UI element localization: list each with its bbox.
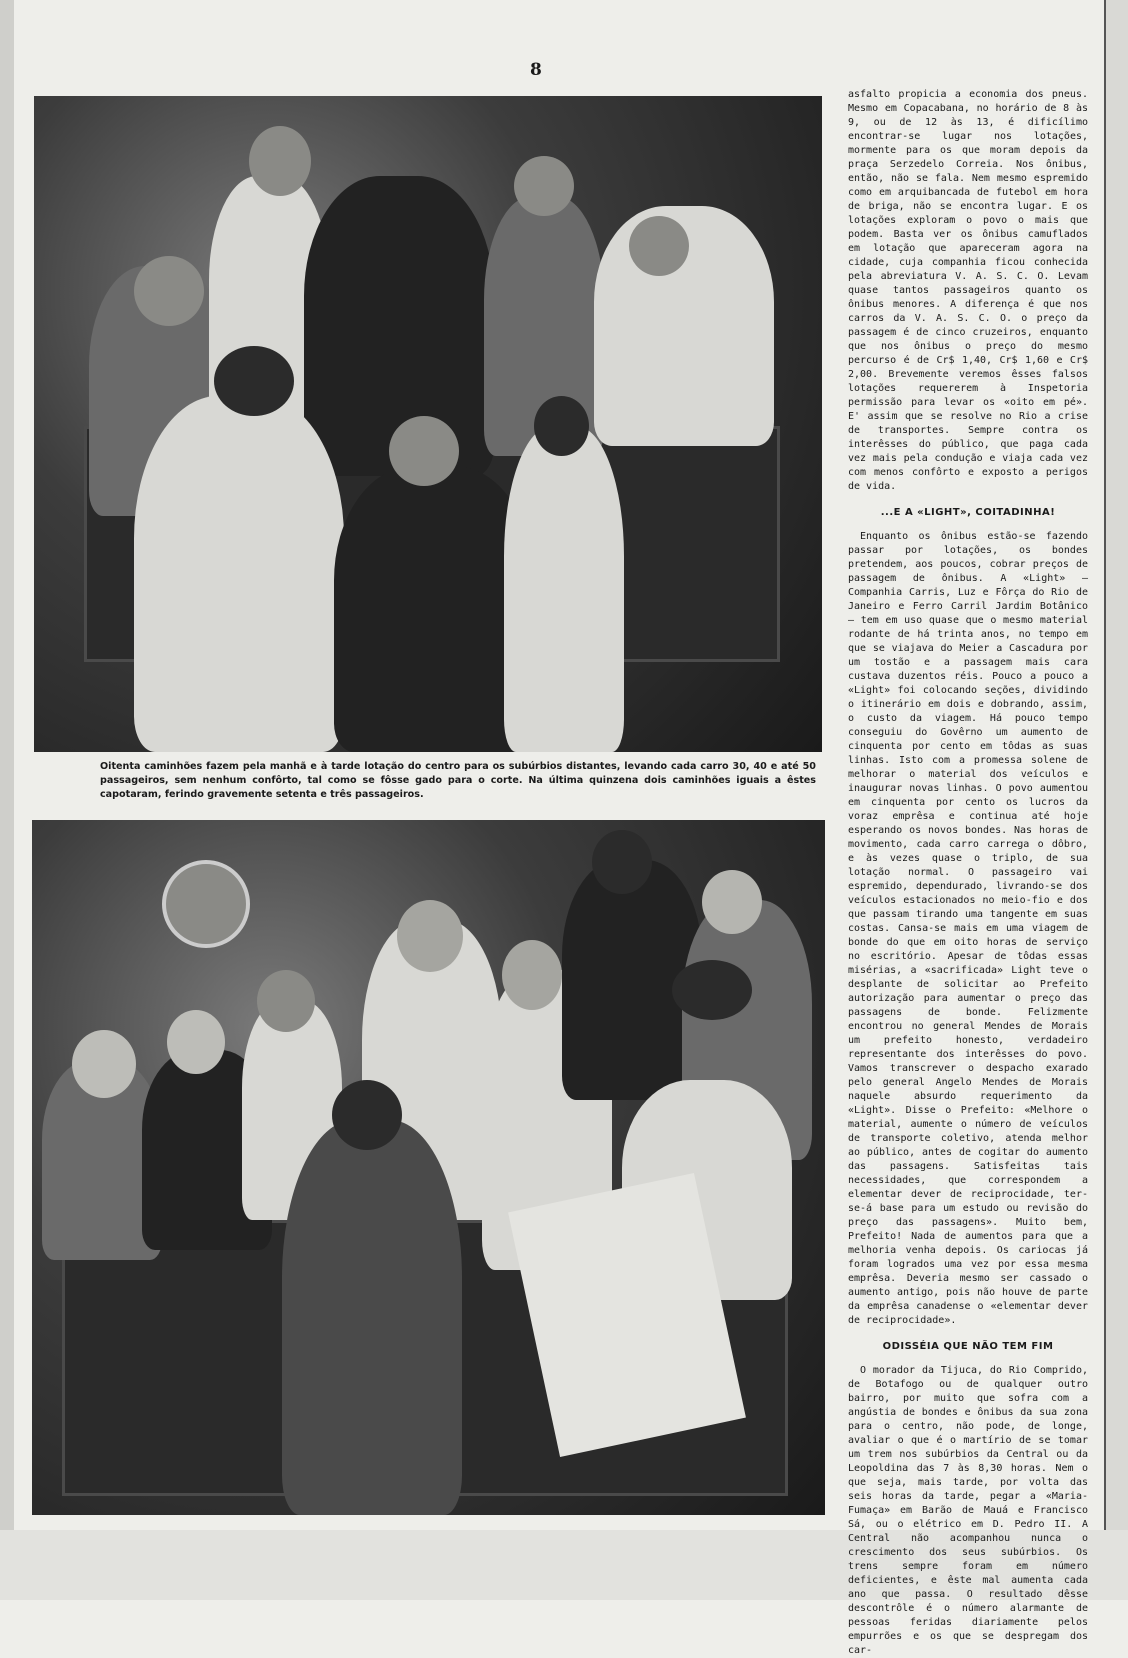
article-column <box>848 88 1088 1658</box>
section-heading-odisseia: ODISSÉIA QUE NÃO TEM FIM <box>882 1341 1054 1352</box>
figure-head <box>332 1080 402 1150</box>
figure-head <box>514 156 574 216</box>
article-section-odisseia: O morador da Tijuca, do Rio Comprido, de Botafogo ou de qualquer outro bairro, por muito que sofra com a angústia de bondes e ônibus da sua zona para o centro, não pode, de longe, avaliar o que é o martírio de se tomar um trem nos subúrbios da Central ou da Leopoldina das 7 às 8,30 horas. Nem o que seja, mais tarde, por volta das seis horas da tarde, pegar a «Maria-Fumaça» em Barão de Mauá e Francisco Sá, ou o elétrico em D. Pedro II. A Central não acompanhou nunca o crescimento dos seus subúrbios. Os trens sempre foram em número deficientes, e êste mal aumenta cada ano que passa. O resultado dêsse descontrôle é o número alarmante de pessoas feridas diariamente pelos empurrões e os que se despregam dos car- <box>848 1365 1088 1656</box>
figure-head <box>72 1030 136 1098</box>
section-heading-light: ...E A «LIGHT», COITADINHA! <box>880 507 1056 518</box>
figure-head <box>702 870 762 934</box>
figure-head <box>249 126 311 196</box>
figure-bowler-hat <box>672 960 752 1020</box>
figure-head <box>389 416 459 486</box>
article-intro: asfalto propicia a economia dos pneus. Mesmo em Copacabana, no horário de 8 às 9, ou de 12 às 13, é dificílimo encontrar-se lugar nos lotações, mormente para os que moram depois da praça Serzedelo Correia. Nos ônibus, então, não se fala. Nem mesmo espremido como em arquibancada de futebol em hora de briga, não se encontra lugar. E os lotações exploram o povo o mais que podem. Basta ver os ônibus camuflados em lotação que apareceram agora na cidade, cuja companhia ficou conhecida pela abreviatura V. A. S. C. O. Levam quase tantos passageiros quanto os ônibus menores. A diferença é que nos carros da V. A. S. C. O. o preço da passagem é de cinco cruzeiros, enquanto que nos ônibus o preço do mesmo percurso é de Cr$ 1,40, Cr$ 1,60 e Cr$ 2,00. Brevemente veremos êsses falsos lotações requererem à Inspetoria permissão para levar os «oito em pé». E' assim que se resolve no Rio a crise de transportes. Sempre contra os interêsses do público, que paga cada vez mais pela condução e viaja cada vez com menos confôrto e exposto a perigos de vida. <box>848 89 1088 492</box>
figure-hat <box>214 346 294 416</box>
figure-white-suit <box>504 426 624 752</box>
figure-head <box>257 970 315 1032</box>
page-number: 8 <box>530 60 542 80</box>
photo-caption <box>100 760 816 802</box>
figure-head <box>167 1010 225 1074</box>
figure-head <box>502 940 562 1010</box>
figure-back-striped-jacket <box>282 1120 462 1515</box>
figure-head <box>134 256 204 326</box>
caption-text: Oitenta caminhões fazem pela manhã e à tarde lotação do centro para os subúrbios distantes, levando cada carro 30, 40 e até 50 passageiros, sem nenhum confôrto, tal como se fôsse gado para o corte. Na última quinzena dois caminhões iguais a êstes capotaram, ferindo gravemente setenta e três passageiros. <box>100 761 816 800</box>
raised-hat <box>162 860 250 948</box>
photo-crowd-boarding-truck <box>34 96 822 752</box>
figure-head <box>397 900 463 972</box>
article-section-light: Enquanto os ônibus estão-se fazendo passar por lotações, os bondes pretendem, aos poucos, cobrar preços de passagem de ônibus. A «Light» — Companhia Carris, Luz e Fôrça do Rio de Janeiro e Ferro Carril Jardim Botânico — tem em uso quase que o mesmo material rodante de há trinta anos, no tempo em que se viajava do Meier a Cascadura por um tostão e a passagem mais cara custava duzentos réis. Pouco a pouco a «Light» foi colocando seções, dividindo o itinerário em dois e dobrando, assim, o custo da viagem. Há pouco tempo conseguiu do Govêrno um aumento de cinquenta por cento em tôdas as suas linhas. Isto com a promessa solene de melhorar o material dos veículos e inaugurar novas linhas. O povo aumentou em cinquenta por cento os lucros da voraz emprêsa e continua até hoje esperando os novos bondes. Nas horas de movimento, cada carro carrega o dôbro, e às vezes quase o triplo, de sua lotação normal. O passageiro vai espremido, dependurado, livrando-se dos veículos estacionados no meio-fio e dos que passam tirando uma tangente em suas costas. Cansa-se mais em uma viagem de bonde do que em oito horas de serviço no escritório. Apesar de tôdas essas misérias, a «sacrificada» Light teve o desplante de solicitar ao Prefeito autorização para aumentar o preço das passagens de bonde. Felizmente encontrou no general Mendes de Morais um prefeito honesto, verdadeiro representante dos interêsses do povo. Vamos transcrever o despacho exarado pelo general Angelo Mendes de Morais naquele absurdo requerimento da «Light». Disse o Prefeito: «Melhore o material, aumente o número de veículos de transporte coletivo, atenda melhor ao público, antes de cogitar do aumento das passagens. Satisfeitas tais necessidades, que correspondem a elementar dever de reciprocidade, ter-se-á base para um estudo ou revisão do preço das passagens». Muito bem, Prefeito! Nada de aumentos para que a melhoria venha depois. Os cariocas já foram logrados uma vez por essa mesma emprêsa. Deveria mesmo ser cassado o aumento antigo, pois não houve de parte da emprêsa canadense o «elementar dever de reciprocidade». <box>848 531 1088 1326</box>
figure-head <box>629 216 689 276</box>
page-edge-right <box>1104 0 1128 1600</box>
page-edge-left <box>0 0 14 1600</box>
figure-white-suit <box>134 396 344 752</box>
figure-head <box>534 396 589 456</box>
figure-head <box>592 830 652 894</box>
photo-passengers-on-truck <box>32 820 825 1515</box>
